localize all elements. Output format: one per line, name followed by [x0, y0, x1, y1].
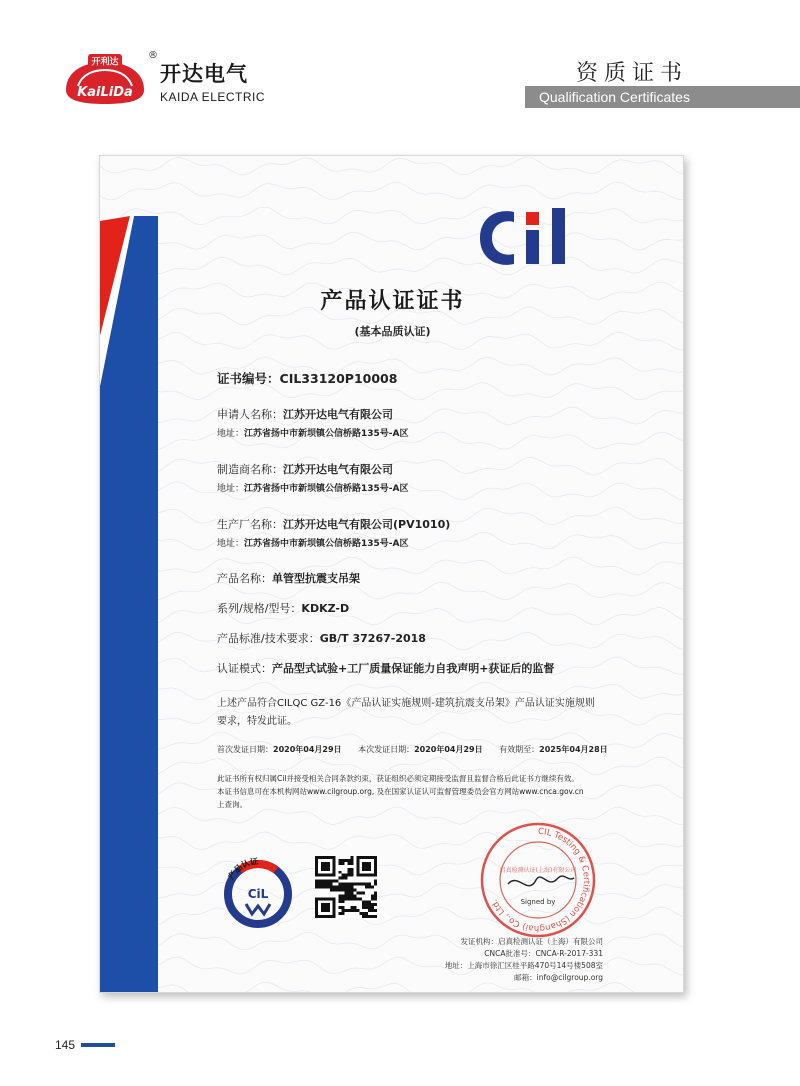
brand-name-cn: 开达电气	[160, 62, 248, 86]
brand-name-en: KAIDA ELECTRIC	[160, 90, 266, 104]
manufacturer-label: 制造商名称：	[217, 463, 283, 476]
page-number-bar	[81, 1043, 115, 1047]
model-row	[217, 600, 349, 616]
factory-address: 江苏省扬中市新坝镇公信桥路135号-A区	[244, 539, 409, 549]
address-row	[445, 960, 603, 971]
dates-row	[217, 744, 608, 755]
cil-logo	[468, 198, 608, 278]
applicant-row	[217, 406, 393, 422]
brand-block	[160, 58, 265, 104]
manufacturer-address-label: 地址：	[217, 484, 245, 494]
factory-label: 生产厂名称：	[217, 518, 283, 531]
cnca-row	[484, 948, 603, 959]
certification-mark-logo	[218, 850, 298, 930]
logo-wordmark: KaiLiDa	[77, 85, 133, 100]
manufacturer-address-row	[217, 481, 409, 494]
section-title-cn: 资质证书	[575, 61, 688, 86]
standard-label: 产品标准/技术要求：	[217, 632, 320, 645]
applicant-address-label: 地址：	[217, 429, 245, 439]
applicant-address: 江苏省扬中市新坝镇公信桥路135号-A区	[244, 429, 409, 439]
mode-row	[217, 660, 554, 676]
conformity-line-1: 上述产品符合CILQC GZ-16《产品认证实施规则-建筑抗震支吊架》产品认证实施规则	[217, 698, 595, 709]
section-title-en: Qualification Certificates	[525, 86, 800, 108]
factory-value: 江苏开达电气有限公司(PV1010)	[283, 518, 451, 531]
mode-label: 认证模式：	[217, 662, 272, 675]
cnca-label: CNCA批准号：	[484, 949, 536, 958]
applicant-label: 申请人名称：	[217, 408, 283, 421]
factory-row	[217, 516, 450, 532]
first-issue-label: 首次发证日期：	[217, 745, 273, 754]
model-value: KDKZ-D	[301, 602, 350, 615]
model-label: 系列/规格/型号：	[217, 602, 302, 615]
issuer-label: 发证机构：	[460, 937, 498, 946]
standard-value: GB/T 37267-2018	[319, 632, 426, 645]
mode-value: 产品型式试验+工厂质量保证能力自我声明+获证后的监督	[272, 662, 555, 675]
product-label: 产品名称：	[217, 572, 272, 585]
certificate-subtitle: (基本品质认证)	[354, 325, 431, 338]
expiry-label: 有效期至：	[499, 745, 540, 754]
email-row	[514, 972, 603, 983]
conformity-line-2: 要求，特发此证。	[217, 716, 297, 727]
cert-number-row	[217, 369, 397, 387]
issuer-value: 启真检测认证（上海）有限公司	[498, 937, 603, 946]
applicant-address-row	[217, 426, 409, 439]
note-line-2: 本证书信息可在本机构网站www.cilgroup.org, 及在国家认证认可监督管理委员会官方网站www.cnca.gov.cn	[217, 787, 584, 796]
this-issue-label: 本次发证日期：	[358, 745, 415, 754]
expiry-date: 2025年04月28日	[539, 745, 608, 754]
manufacturer-address: 江苏省扬中市新坝镇公信桥路135号-A区	[244, 484, 409, 494]
manufacturer-value: 江苏开达电气有限公司	[283, 463, 393, 476]
mark-ring-bottom: CERTIFICATION MARK	[232, 897, 286, 918]
seal-ring-text: CIL Testing & Certification (Shanghai) Co., Ltd.	[489, 826, 591, 934]
email-label: 邮箱：	[514, 973, 537, 982]
address-value: 上海市徐汇区桂平路470号14号楼508室	[467, 961, 603, 970]
address-label: 地址：	[444, 961, 468, 970]
logo-cn-text: 开利达	[91, 57, 119, 68]
certificate	[99, 155, 684, 993]
standard-row	[217, 630, 426, 646]
product-row	[217, 570, 360, 586]
email-value: info@cilgroup.org	[536, 973, 603, 982]
seal-inner-text: 启真检测认证(上海)有限公司	[499, 867, 577, 874]
product-value: 单管型抗震支吊架	[272, 572, 360, 585]
registered-mark: ®	[148, 50, 158, 61]
official-seal	[478, 820, 598, 940]
kaida-logo	[60, 52, 150, 108]
applicant-value: 江苏开达电气有限公司	[283, 408, 393, 421]
issuer-row	[461, 936, 604, 947]
svg-text:产品认证	[226, 856, 259, 881]
note-line-3: 上查询。	[217, 800, 247, 809]
cert-number-label: 证书编号：	[217, 371, 280, 386]
factory-address-label: 地址：	[217, 539, 245, 549]
cnca-value: CNCA-R-2017-331	[535, 949, 603, 958]
factory-address-row	[217, 536, 409, 549]
mark-center: CiL	[247, 887, 269, 901]
manufacturer-row	[217, 461, 393, 477]
signed-by: Signed by	[520, 898, 556, 906]
cert-number: CIL33120P10008	[279, 371, 398, 386]
this-issue-date: 2020年04月29日	[414, 745, 483, 754]
page-number: 145	[55, 1038, 76, 1052]
note-line-1: 此证书所有权归属Cil并接受相关合同条款约束，获证组织必须定期接受监督且监督合格后此证书方继续有效。	[217, 774, 579, 783]
certificate-title: 产品认证证书	[320, 289, 465, 314]
qr-code	[315, 856, 377, 918]
first-issue-date: 2020年04月29日	[273, 745, 342, 754]
mark-ring-top: 产品认证	[226, 856, 259, 882]
